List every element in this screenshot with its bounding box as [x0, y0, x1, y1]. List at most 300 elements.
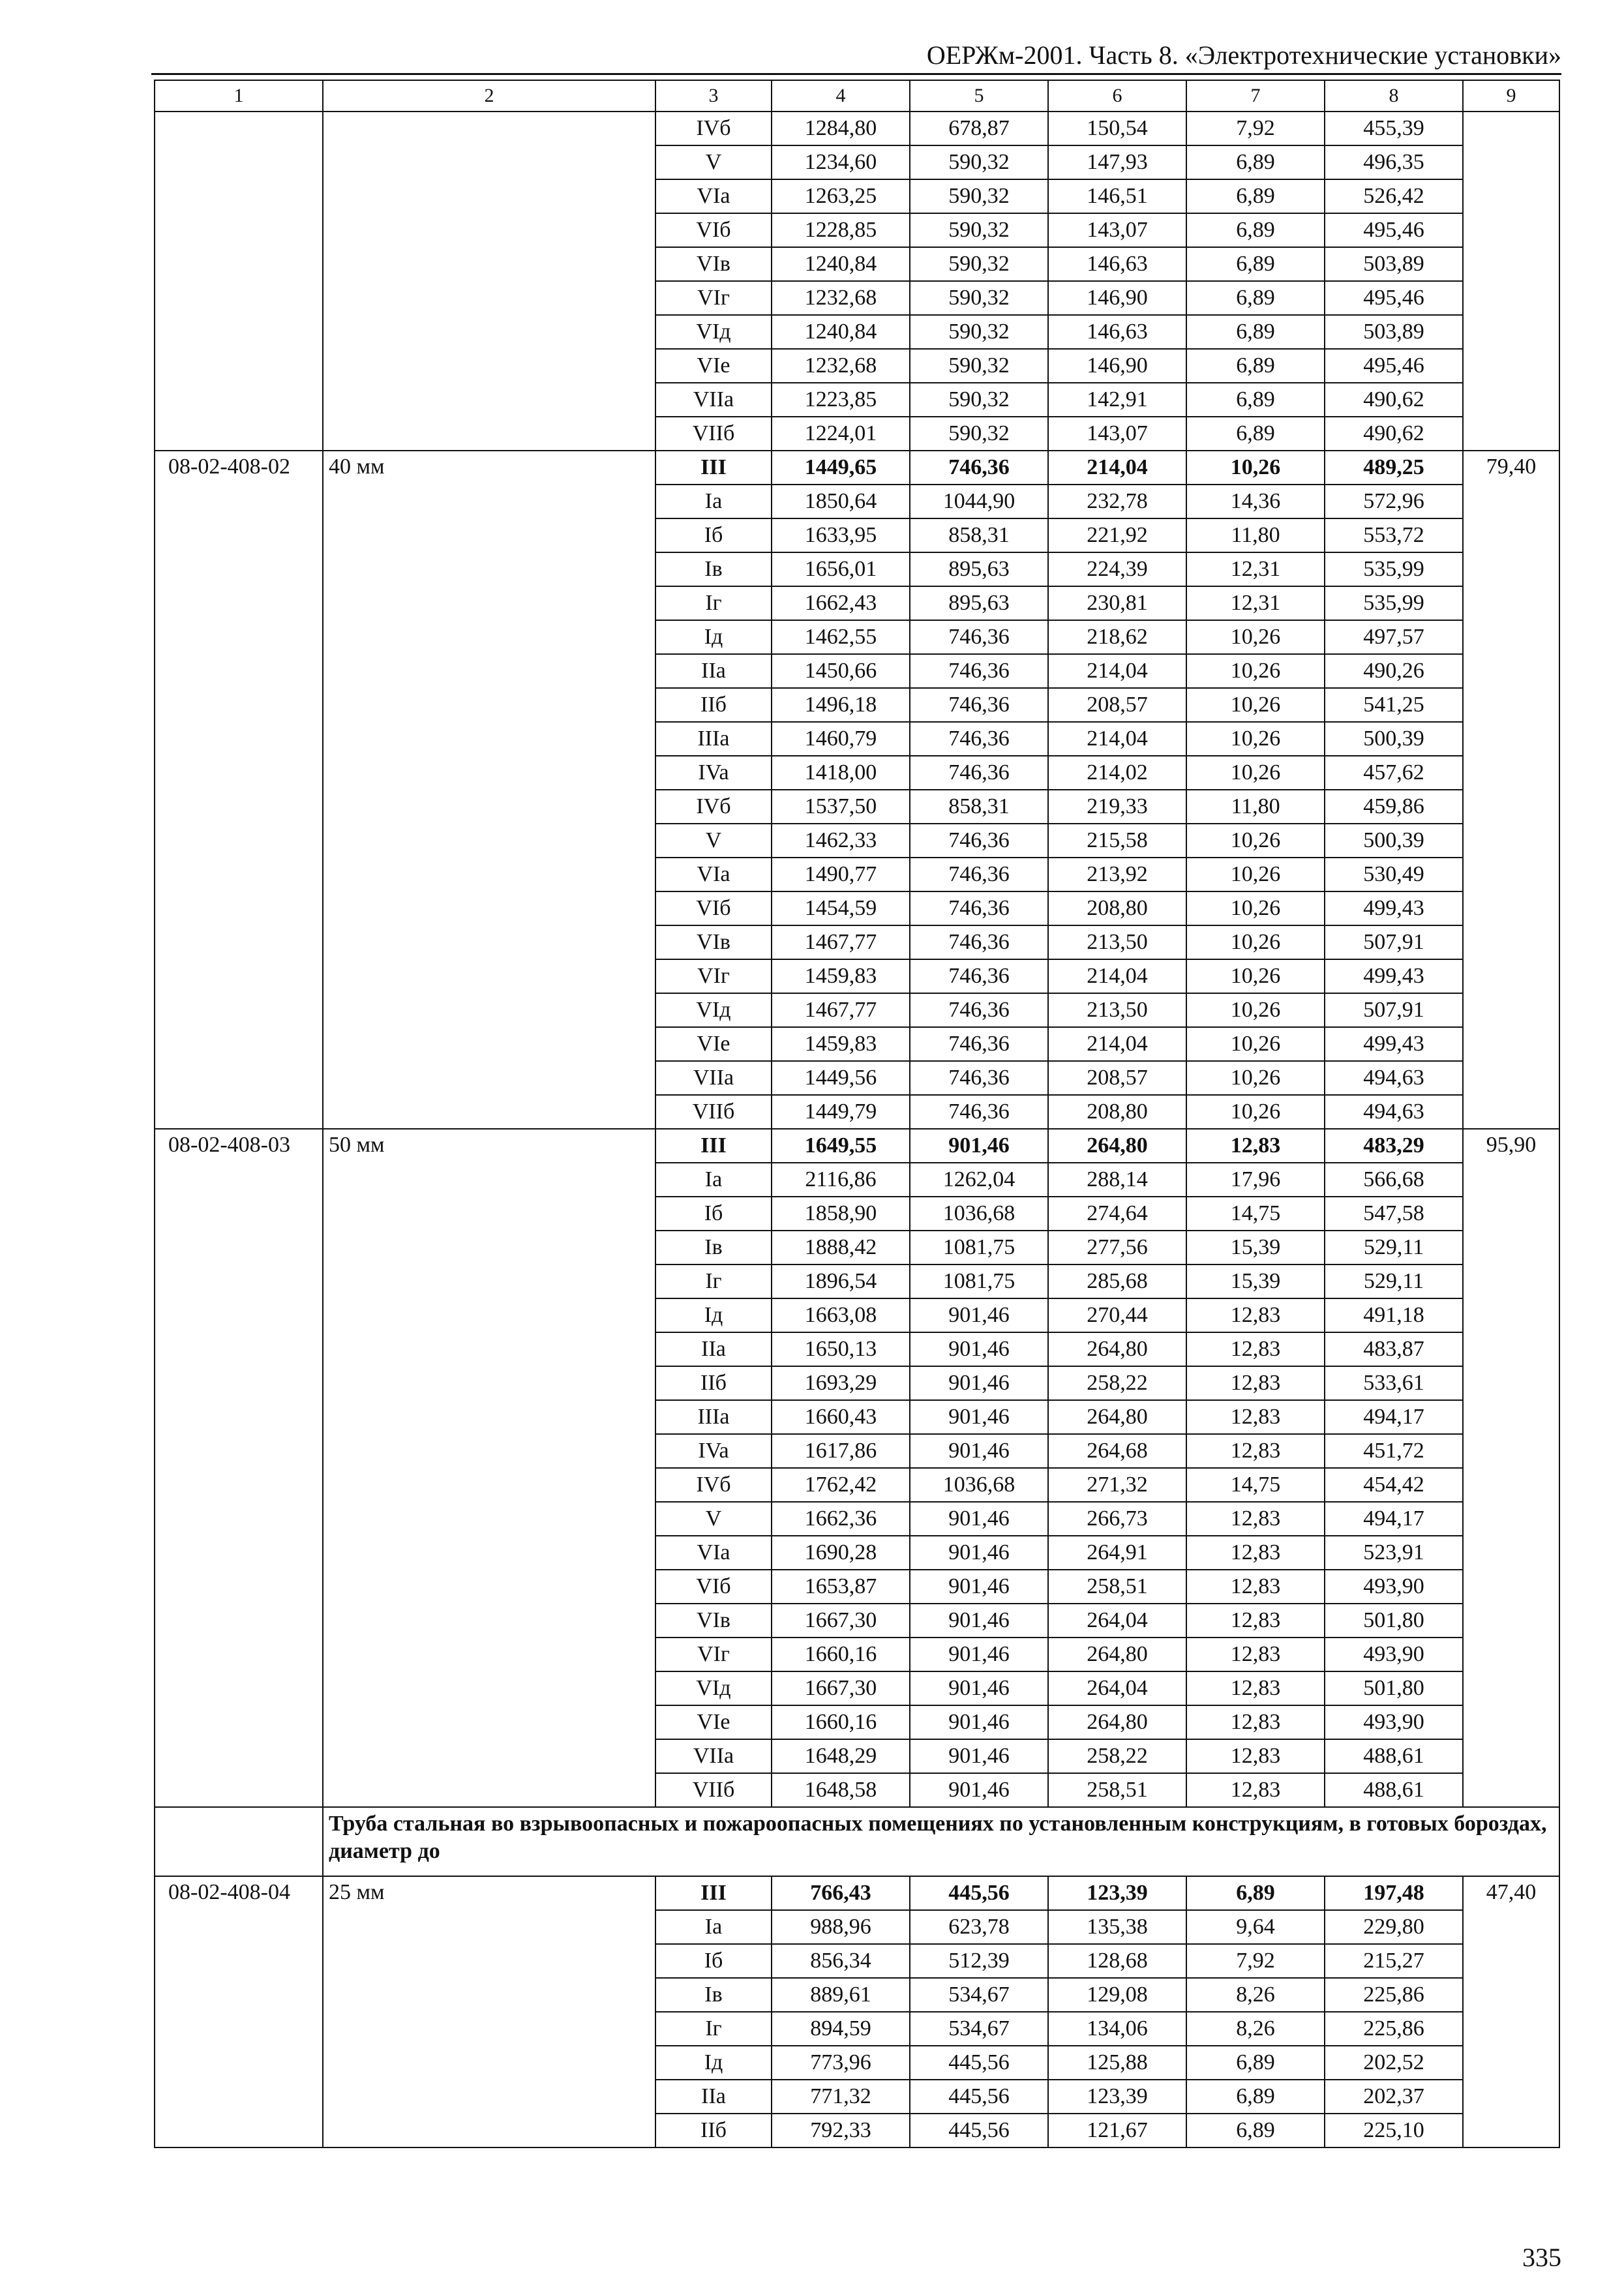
value-cell: 901,46: [910, 1739, 1048, 1773]
value-cell: 1690,28: [772, 1536, 910, 1570]
zone-cell: IIб: [655, 688, 772, 722]
value-cell: 535,99: [1325, 586, 1463, 620]
value-cell: 792,33: [772, 2114, 910, 2147]
zone-cell: Iб: [655, 518, 772, 552]
value-cell: 12,83: [1186, 1638, 1325, 1671]
value-cell: 10,26: [1186, 620, 1325, 654]
value-cell: 497,57: [1325, 620, 1463, 654]
value-cell: 495,46: [1325, 281, 1463, 315]
value-cell: 12,83: [1186, 1773, 1325, 1807]
value-cell: 264,80: [1048, 1638, 1186, 1671]
value-cell: 1232,68: [772, 281, 910, 315]
value-cell: 1653,87: [772, 1570, 910, 1604]
value-cell: 147,93: [1048, 145, 1186, 179]
value-cell: 773,96: [772, 2046, 910, 2080]
value-cell: 746,36: [910, 993, 1048, 1027]
zone-cell: IIб: [655, 2114, 772, 2147]
value-cell: 746,36: [910, 722, 1048, 756]
value-cell: 1263,25: [772, 179, 910, 213]
value-cell: 213,50: [1048, 925, 1186, 959]
value-cell: 6,89: [1186, 247, 1325, 281]
zone-cell: Iг: [655, 1264, 772, 1298]
value-cell: 143,07: [1048, 213, 1186, 247]
value-cell: 501,80: [1325, 1671, 1463, 1705]
value-cell: 488,61: [1325, 1773, 1463, 1807]
value-cell: 889,61: [772, 1978, 910, 2012]
value-cell: 9,64: [1186, 1910, 1325, 1944]
value-cell: 10,26: [1186, 925, 1325, 959]
value-cell: 229,80: [1325, 1910, 1463, 1944]
value-cell: 1449,79: [772, 1095, 910, 1129]
item-code: [155, 112, 323, 451]
value-cell: 14,36: [1186, 485, 1325, 518]
value-cell: 1449,65: [772, 451, 910, 485]
value-cell: 494,17: [1325, 1400, 1463, 1434]
value-cell: 495,46: [1325, 349, 1463, 383]
value-cell: 214,04: [1048, 722, 1186, 756]
value-cell: 766,43: [772, 1876, 910, 1910]
value-cell: 10,26: [1186, 451, 1325, 485]
zone-cell: VIa: [655, 858, 772, 891]
value-cell: 590,32: [910, 383, 1048, 417]
value-cell: 10,26: [1186, 959, 1325, 993]
value-cell: 501,80: [1325, 1604, 1463, 1638]
zone-cell: IIIa: [655, 1400, 772, 1434]
value-cell: 12,83: [1186, 1671, 1325, 1705]
value-cell: 746,36: [910, 688, 1048, 722]
zone-cell: Iг: [655, 586, 772, 620]
zone-cell: VIa: [655, 1536, 772, 1570]
value-cell: 10,26: [1186, 993, 1325, 1027]
value-cell: 6,89: [1186, 145, 1325, 179]
value-cell: 496,35: [1325, 145, 1463, 179]
zone-cell: VIб: [655, 891, 772, 925]
value-cell: 746,36: [910, 451, 1048, 485]
value-cell: 503,89: [1325, 247, 1463, 281]
value-cell: 123,39: [1048, 1876, 1186, 1910]
value-cell: 1454,59: [772, 891, 910, 925]
value-cell: 623,78: [910, 1910, 1048, 1944]
zone-cell: VIг: [655, 281, 772, 315]
zone-cell: IIa: [655, 1332, 772, 1366]
value-cell: 6,89: [1186, 315, 1325, 349]
value-cell: 1896,54: [772, 1264, 910, 1298]
value-cell: 1240,84: [772, 247, 910, 281]
value-cell: 534,67: [910, 2012, 1048, 2046]
zone-cell: VIIa: [655, 1061, 772, 1095]
value-cell: 208,80: [1048, 891, 1186, 925]
value-cell: 894,59: [772, 2012, 910, 2046]
value-cell: 12,83: [1186, 1705, 1325, 1739]
value-cell: 277,56: [1048, 1231, 1186, 1264]
value-cell: 214,04: [1048, 1027, 1186, 1061]
zone-cell: VIб: [655, 213, 772, 247]
value-cell: 901,46: [910, 1705, 1048, 1739]
value-cell: 208,80: [1048, 1095, 1186, 1129]
value-cell: 134,06: [1048, 2012, 1186, 2046]
value-cell: 553,72: [1325, 518, 1463, 552]
value-cell: 858,31: [910, 790, 1048, 824]
value-cell: 1648,29: [772, 1739, 910, 1773]
value-cell: 11,80: [1186, 790, 1325, 824]
value-cell: 988,96: [772, 1910, 910, 1944]
zone-cell: Iв: [655, 1231, 772, 1264]
rates-table: [154, 80, 1560, 2148]
value-cell: 146,90: [1048, 281, 1186, 315]
col9-value: 95,90: [1463, 1129, 1559, 1807]
value-cell: 6,89: [1186, 1876, 1325, 1910]
value-cell: 455,39: [1325, 112, 1463, 145]
value-cell: 215,58: [1048, 824, 1186, 858]
value-cell: 197,48: [1325, 1876, 1463, 1910]
item-code: 08-02-408-03: [155, 1129, 323, 1807]
value-cell: 1262,04: [910, 1163, 1048, 1197]
value-cell: 12,31: [1186, 586, 1325, 620]
zone-cell: III: [655, 451, 772, 485]
value-cell: 566,68: [1325, 1163, 1463, 1197]
value-cell: 1044,90: [910, 485, 1048, 518]
value-cell: 10,26: [1186, 722, 1325, 756]
zone-cell: VIe: [655, 349, 772, 383]
value-cell: 1459,83: [772, 1027, 910, 1061]
column-number: 3: [655, 80, 772, 112]
zone-cell: IVб: [655, 112, 772, 145]
zone-cell: IIa: [655, 654, 772, 688]
value-cell: 1693,29: [772, 1366, 910, 1400]
zone-cell: IVб: [655, 790, 772, 824]
zone-cell: Iб: [655, 1197, 772, 1231]
value-cell: 1459,83: [772, 959, 910, 993]
value-cell: 121,67: [1048, 2114, 1186, 2147]
value-cell: 1660,43: [772, 1400, 910, 1434]
value-cell: 271,32: [1048, 1468, 1186, 1502]
value-cell: 901,46: [910, 1298, 1048, 1332]
value-cell: 1467,77: [772, 993, 910, 1027]
value-cell: 225,86: [1325, 1978, 1463, 2012]
zone-cell: V: [655, 145, 772, 179]
value-cell: 746,36: [910, 824, 1048, 858]
col9-value: [1463, 112, 1559, 451]
page-header-title: ОЕРЖм-2001. Часть 8. «Электротехнические установки»: [926, 40, 1561, 70]
value-cell: 266,73: [1048, 1502, 1186, 1536]
zone-cell: Ia: [655, 485, 772, 518]
value-cell: 746,36: [910, 620, 1048, 654]
zone-cell: VIIб: [655, 1095, 772, 1129]
value-cell: 541,25: [1325, 688, 1463, 722]
value-cell: 264,80: [1048, 1400, 1186, 1434]
value-cell: 1617,86: [772, 1434, 910, 1468]
zone-cell: Iд: [655, 1298, 772, 1332]
value-cell: 6,89: [1186, 2080, 1325, 2114]
zone-cell: III: [655, 1876, 772, 1910]
value-cell: 264,91: [1048, 1536, 1186, 1570]
table-body: [155, 80, 1559, 2147]
value-cell: 1449,56: [772, 1061, 910, 1095]
value-cell: 445,56: [910, 2046, 1048, 2080]
item-name: 50 мм: [323, 1129, 655, 1807]
zone-cell: VIIa: [655, 1739, 772, 1773]
value-cell: 264,80: [1048, 1705, 1186, 1739]
value-cell: 264,04: [1048, 1604, 1186, 1638]
zone-cell: VIв: [655, 247, 772, 281]
zone-cell: VIд: [655, 1671, 772, 1705]
value-cell: 746,36: [910, 756, 1048, 790]
value-cell: 901,46: [910, 1366, 1048, 1400]
value-cell: 901,46: [910, 1536, 1048, 1570]
item-code: 08-02-408-04: [155, 1876, 323, 2147]
value-cell: 208,57: [1048, 688, 1186, 722]
value-cell: 258,22: [1048, 1366, 1186, 1400]
value-cell: 1888,42: [772, 1231, 910, 1264]
section-spacer: [155, 1807, 323, 1876]
zone-cell: VIIa: [655, 383, 772, 417]
value-cell: 529,11: [1325, 1231, 1463, 1264]
value-cell: 146,63: [1048, 315, 1186, 349]
value-cell: 12,31: [1186, 552, 1325, 586]
value-cell: 6,89: [1186, 349, 1325, 383]
zone-cell: Iв: [655, 552, 772, 586]
value-cell: 590,32: [910, 281, 1048, 315]
zone-cell: IIIa: [655, 722, 772, 756]
item-code: 08-02-408-02: [155, 451, 323, 1129]
value-cell: 264,04: [1048, 1671, 1186, 1705]
value-cell: 10,26: [1186, 1095, 1325, 1129]
value-cell: 526,42: [1325, 179, 1463, 213]
value-cell: 451,72: [1325, 1434, 1463, 1468]
zone-cell: VIг: [655, 1638, 772, 1671]
value-cell: 215,27: [1325, 1944, 1463, 1978]
value-cell: 590,32: [910, 417, 1048, 451]
value-cell: 500,39: [1325, 824, 1463, 858]
item-name: 25 мм: [323, 1876, 655, 2147]
value-cell: 10,26: [1186, 688, 1325, 722]
table-row: [155, 112, 1559, 145]
value-cell: 1490,77: [772, 858, 910, 891]
column-number-row: [155, 80, 1559, 112]
value-cell: 1418,00: [772, 756, 910, 790]
value-cell: 499,43: [1325, 1027, 1463, 1061]
value-cell: 491,18: [1325, 1298, 1463, 1332]
value-cell: 499,43: [1325, 959, 1463, 993]
table-row: [155, 1876, 1559, 1910]
value-cell: 12,83: [1186, 1434, 1325, 1468]
item-name: [323, 112, 655, 451]
value-cell: 264,68: [1048, 1434, 1186, 1468]
value-cell: 901,46: [910, 1671, 1048, 1705]
value-cell: 494,63: [1325, 1061, 1463, 1095]
zone-cell: VIд: [655, 993, 772, 1027]
value-cell: 6,89: [1186, 2114, 1325, 2147]
value-cell: 12,83: [1186, 1129, 1325, 1163]
value-cell: 507,91: [1325, 993, 1463, 1027]
value-cell: 214,02: [1048, 756, 1186, 790]
value-cell: 15,39: [1186, 1264, 1325, 1298]
value-cell: 1081,75: [910, 1231, 1048, 1264]
value-cell: 493,90: [1325, 1570, 1463, 1604]
value-cell: 221,92: [1048, 518, 1186, 552]
value-cell: 529,11: [1325, 1264, 1463, 1298]
value-cell: 483,87: [1325, 1332, 1463, 1366]
value-cell: 901,46: [910, 1502, 1048, 1536]
value-cell: 1450,66: [772, 654, 910, 688]
value-cell: 6,89: [1186, 2046, 1325, 2080]
value-cell: 202,52: [1325, 2046, 1463, 2080]
item-name: 40 мм: [323, 451, 655, 1129]
value-cell: 12,83: [1186, 1536, 1325, 1570]
value-cell: 264,80: [1048, 1332, 1186, 1366]
value-cell: 7,92: [1186, 1944, 1325, 1978]
value-cell: 218,62: [1048, 620, 1186, 654]
value-cell: 202,37: [1325, 2080, 1463, 2114]
value-cell: 8,26: [1186, 1978, 1325, 2012]
value-cell: 232,78: [1048, 485, 1186, 518]
value-cell: 8,26: [1186, 2012, 1325, 2046]
value-cell: 12,83: [1186, 1298, 1325, 1332]
zone-cell: IVб: [655, 1468, 772, 1502]
value-cell: 11,80: [1186, 518, 1325, 552]
value-cell: 264,80: [1048, 1129, 1186, 1163]
value-cell: 214,04: [1048, 451, 1186, 485]
value-cell: 10,26: [1186, 891, 1325, 925]
value-cell: 214,04: [1048, 959, 1186, 993]
value-cell: 459,86: [1325, 790, 1463, 824]
column-number: 4: [772, 80, 910, 112]
value-cell: 225,86: [1325, 2012, 1463, 2046]
column-number: 7: [1186, 80, 1325, 112]
zone-cell: VIa: [655, 179, 772, 213]
value-cell: 6,89: [1186, 213, 1325, 247]
value-cell: 1234,60: [772, 145, 910, 179]
value-cell: 503,89: [1325, 315, 1463, 349]
zone-cell: VIe: [655, 1027, 772, 1061]
value-cell: 1462,33: [772, 824, 910, 858]
value-cell: 208,57: [1048, 1061, 1186, 1095]
value-cell: 523,91: [1325, 1536, 1463, 1570]
value-cell: 483,29: [1325, 1129, 1463, 1163]
zone-cell: V: [655, 824, 772, 858]
zone-cell: IIб: [655, 1366, 772, 1400]
value-cell: 495,46: [1325, 213, 1463, 247]
value-cell: 6,89: [1186, 281, 1325, 315]
value-cell: 258,51: [1048, 1773, 1186, 1807]
col9-value: 79,40: [1463, 451, 1559, 1129]
value-cell: 142,91: [1048, 383, 1186, 417]
value-cell: 1656,01: [772, 552, 910, 586]
value-cell: 1850,64: [772, 485, 910, 518]
value-cell: 143,07: [1048, 417, 1186, 451]
value-cell: 590,32: [910, 315, 1048, 349]
value-cell: 493,90: [1325, 1705, 1463, 1739]
value-cell: 1650,13: [772, 1332, 910, 1366]
value-cell: 512,39: [910, 1944, 1048, 1978]
value-cell: 1460,79: [772, 722, 910, 756]
value-cell: 225,10: [1325, 2114, 1463, 2147]
value-cell: 746,36: [910, 1027, 1048, 1061]
value-cell: 746,36: [910, 1061, 1048, 1095]
zone-cell: IVa: [655, 1434, 772, 1468]
value-cell: 490,26: [1325, 654, 1463, 688]
value-cell: 590,32: [910, 247, 1048, 281]
value-cell: 590,32: [910, 179, 1048, 213]
value-cell: 1762,42: [772, 1468, 910, 1502]
value-cell: 500,39: [1325, 722, 1463, 756]
value-cell: 746,36: [910, 858, 1048, 891]
value-cell: 12,83: [1186, 1400, 1325, 1434]
value-cell: 572,96: [1325, 485, 1463, 518]
value-cell: 746,36: [910, 1095, 1048, 1129]
value-cell: 10,26: [1186, 756, 1325, 790]
value-cell: 135,38: [1048, 1910, 1186, 1944]
value-cell: 746,36: [910, 925, 1048, 959]
value-cell: 10,26: [1186, 654, 1325, 688]
value-cell: 224,39: [1048, 552, 1186, 586]
value-cell: 123,39: [1048, 2080, 1186, 2114]
zone-cell: Iв: [655, 1978, 772, 2012]
zone-cell: Iб: [655, 1944, 772, 1978]
value-cell: 6,89: [1186, 383, 1325, 417]
value-cell: 746,36: [910, 891, 1048, 925]
value-cell: 445,56: [910, 2080, 1048, 2114]
zone-cell: VIIб: [655, 1773, 772, 1807]
value-cell: 454,42: [1325, 1468, 1463, 1502]
value-cell: 10,26: [1186, 824, 1325, 858]
value-cell: 490,62: [1325, 383, 1463, 417]
value-cell: 901,46: [910, 1638, 1048, 1671]
value-cell: 901,46: [910, 1400, 1048, 1434]
page-number: 335: [1522, 2243, 1561, 2272]
zone-cell: VIб: [655, 1570, 772, 1604]
value-cell: 895,63: [910, 552, 1048, 586]
table-row: [155, 451, 1559, 485]
value-cell: 499,43: [1325, 891, 1463, 925]
value-cell: 1223,85: [772, 383, 910, 417]
value-cell: 1284,80: [772, 112, 910, 145]
value-cell: 534,67: [910, 1978, 1048, 2012]
value-cell: 746,36: [910, 959, 1048, 993]
value-cell: 10,26: [1186, 1027, 1325, 1061]
zone-cell: IVa: [655, 756, 772, 790]
value-cell: 17,96: [1186, 1163, 1325, 1197]
value-cell: 12,83: [1186, 1502, 1325, 1536]
col9-value: 47,40: [1463, 1876, 1559, 2147]
value-cell: 856,34: [772, 1944, 910, 1978]
value-cell: 10,26: [1186, 1061, 1325, 1095]
value-cell: 12,83: [1186, 1604, 1325, 1638]
value-cell: 445,56: [910, 2114, 1048, 2147]
value-cell: 7,92: [1186, 112, 1325, 145]
value-cell: 213,50: [1048, 993, 1186, 1027]
value-cell: 1537,50: [772, 790, 910, 824]
value-cell: 146,63: [1048, 247, 1186, 281]
zone-cell: Ia: [655, 1910, 772, 1944]
value-cell: 901,46: [910, 1129, 1048, 1163]
value-cell: 258,22: [1048, 1739, 1186, 1773]
value-cell: 1660,16: [772, 1705, 910, 1739]
section-title: Труба стальная во взрывоопасных и пожароопасных помещениях по установленным конструкциям, в готовых бороздах, диаметр до: [323, 1807, 1559, 1876]
column-number: 5: [910, 80, 1048, 112]
value-cell: 1667,30: [772, 1604, 910, 1638]
value-cell: 1467,77: [772, 925, 910, 959]
column-number: 8: [1325, 80, 1463, 112]
value-cell: 213,92: [1048, 858, 1186, 891]
zone-cell: V: [655, 1502, 772, 1536]
value-cell: 1228,85: [772, 213, 910, 247]
value-cell: 1232,68: [772, 349, 910, 383]
value-cell: 590,32: [910, 145, 1048, 179]
value-cell: 1081,75: [910, 1264, 1048, 1298]
value-cell: 146,90: [1048, 349, 1186, 383]
value-cell: 12,83: [1186, 1739, 1325, 1773]
